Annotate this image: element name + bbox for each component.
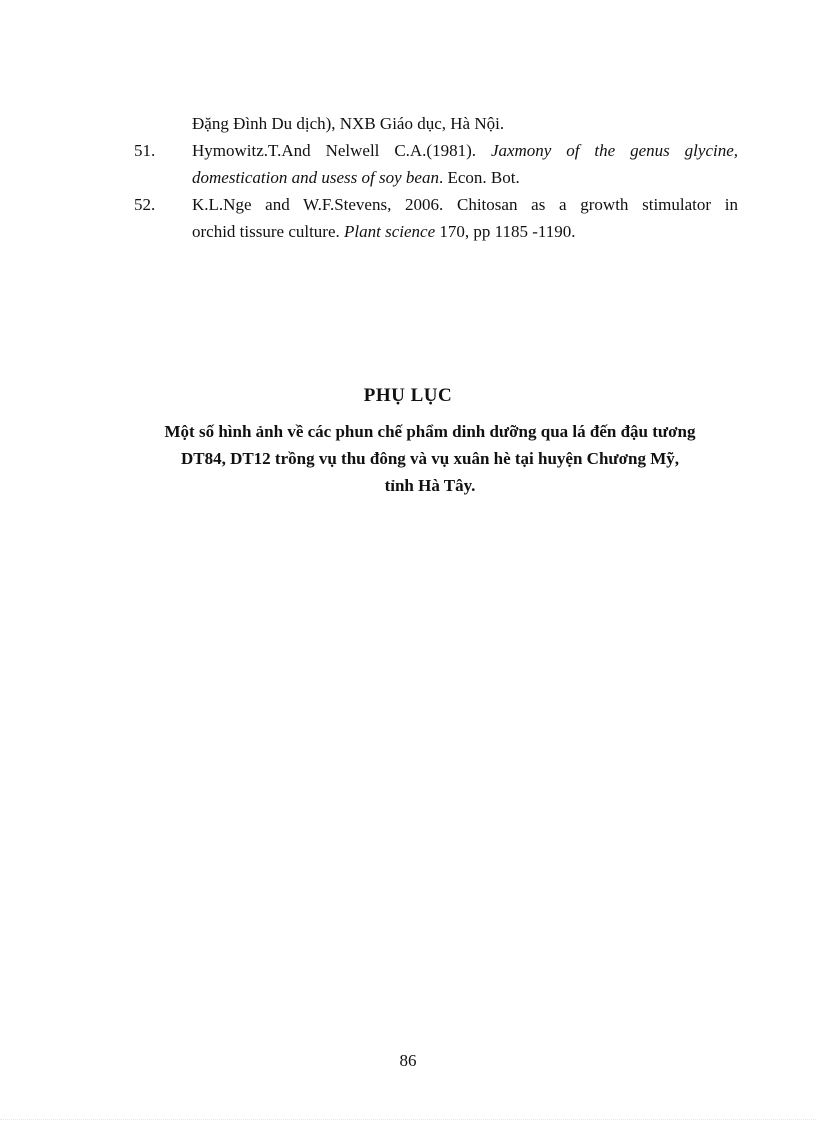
reference-title: Jaxmony of the genus glycine, bbox=[490, 141, 739, 160]
appendix-title: PHỤ LỤC bbox=[363, 385, 453, 406]
page-number: 86 bbox=[399, 1051, 417, 1070]
reference-list bbox=[134, 110, 738, 245]
reference-pages: 170, pp 1185 -1190. bbox=[439, 222, 576, 241]
reference-continuation bbox=[134, 110, 738, 137]
reference-journal: Plant science bbox=[344, 222, 436, 241]
reference-title: orchid tissure culture. bbox=[192, 222, 340, 241]
reference-number: 52. bbox=[134, 195, 156, 214]
reference-authors: Hymowitz.T.And Nelwell C.A.(1981). bbox=[192, 141, 477, 160]
reference-continuation-text: Đặng Đình Du dịch), NXB Giáo dục, Hà Nội. bbox=[192, 114, 505, 133]
reference-item bbox=[134, 191, 738, 245]
reference-title-cont: domestication and usess of soy bean bbox=[192, 168, 439, 187]
reference-source: . Econ. Bot. bbox=[438, 168, 520, 187]
appendix-caption-line: tỉnh Hà Tây. bbox=[384, 476, 476, 495]
reference-line bbox=[192, 164, 738, 191]
reference-line: K.L.Nge and W.F.Stevens, 2006. Chitosan as a growth stimulator in bbox=[192, 195, 738, 214]
appendix-caption-line: Một số hình ảnh về các phun chế phẩm dinh dưỡng qua lá đến đậu tương bbox=[164, 422, 696, 441]
reference-line bbox=[192, 218, 738, 245]
appendix-caption-line: DT84, DT12 trồng vụ thu đông và vụ xuân hè tại huyện Chương Mỹ, bbox=[180, 449, 680, 468]
reference-number: 51. bbox=[134, 141, 156, 160]
reference-item bbox=[134, 137, 738, 191]
appendix-caption bbox=[120, 418, 740, 499]
bottom-divider bbox=[0, 1119, 816, 1120]
reference-line bbox=[192, 137, 738, 164]
